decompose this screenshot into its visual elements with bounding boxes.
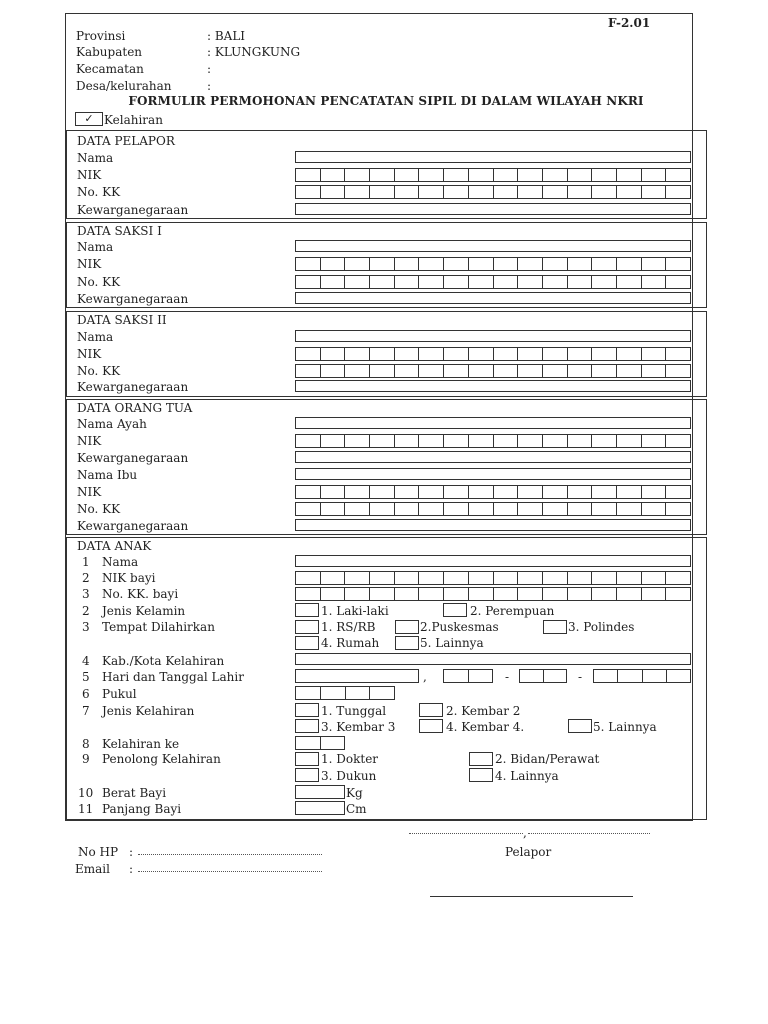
panjang-unit: Cm	[346, 802, 367, 816]
kab-kota-label: Kab./Kota Kelahiran	[102, 654, 225, 668]
jkel-option-4: 4. Kembar 4.	[446, 720, 525, 734]
anak-row-no: 10	[78, 786, 94, 800]
desa-value: :	[207, 79, 212, 93]
ortu-warga-ayah-field[interactable]	[295, 451, 691, 463]
jenis-kelahiran-label: Jenis Kelahiran	[102, 704, 195, 718]
anak-heading: DATA ANAK	[77, 539, 152, 553]
saksi1-warga-label: Kewarganegaraan	[77, 292, 189, 306]
penolong-option-3: 3. Dukun	[321, 769, 377, 783]
email-field[interactable]	[138, 870, 322, 872]
ortu-nokk-cells[interactable]	[295, 502, 691, 516]
saksi2-nokk-label: No. KK	[77, 364, 121, 378]
pelapor-sign-label: Pelapor	[505, 845, 552, 859]
check-icon: ✓	[84, 112, 94, 125]
saksi1-nokk-cells[interactable]	[295, 275, 691, 289]
provinsi-value: : BALI	[207, 29, 246, 43]
penolong-option-2-box[interactable]	[469, 752, 493, 766]
kelahiran-checkbox[interactable]	[75, 112, 103, 126]
ortu-warga-ibu-field[interactable]	[295, 519, 691, 531]
saksi2-nama-field[interactable]	[295, 330, 691, 342]
penolong-option-1: 1. Dokter	[321, 752, 379, 766]
tempat-option-2-box[interactable]	[395, 620, 419, 634]
ortu-nama-ibu-field[interactable]	[295, 468, 691, 480]
ortu-warga-ibu-label: Kewarganegaraan	[77, 519, 189, 533]
penolong-label: Penolong Kelahiran	[102, 752, 221, 766]
pelapor-nik-label: NIK	[77, 168, 102, 182]
tempat-option-2: 2.Puskesmas	[420, 620, 499, 634]
saksi2-warga-label: Kewarganegaraan	[77, 380, 189, 394]
form-title: FORMULIR PERMOHONAN PENCATATAN SIPIL DI DALAM WILAYAH NKRI	[128, 94, 644, 108]
provinsi-label: Provinsi	[76, 29, 126, 43]
penolong-option-2: 2. Bidan/Perawat	[495, 752, 600, 766]
anak-row-no: 6	[82, 687, 90, 701]
tanggal-lahir-label: Hari dan Tanggal Lahir	[102, 670, 244, 684]
anak-row-no: 9	[82, 752, 90, 766]
ortu-nama-ibu-label: Nama Ibu	[77, 468, 138, 482]
saksi1-nik-cells[interactable]	[295, 257, 691, 271]
ortu-nik-ayah-cells[interactable]	[295, 434, 691, 448]
anak-row-no: 4	[82, 654, 90, 668]
tempat-ttd-line[interactable]	[409, 832, 523, 834]
anak-nokk-label: No. KK. bayi	[102, 587, 179, 601]
kecamatan-label: Kecamatan	[76, 62, 144, 76]
tanggal-day-cells[interactable]	[443, 669, 493, 683]
ortu-nama-ayah-field[interactable]	[295, 417, 691, 429]
ortu-nik-ibu-cells[interactable]	[295, 485, 691, 499]
saksi1-nokk-label: No. KK	[77, 275, 121, 289]
saksi2-warga-field[interactable]	[295, 380, 691, 392]
jk-option-2-box[interactable]	[443, 603, 467, 617]
anak-nik-label: NIK bayi	[102, 571, 156, 585]
anak-nama-field[interactable]	[295, 555, 691, 567]
tanggal-year-cells[interactable]	[593, 669, 691, 683]
tempat-option-1-box[interactable]	[295, 620, 319, 634]
pelapor-warga-field[interactable]	[295, 203, 691, 215]
email-colon: :	[129, 862, 134, 876]
tempat-option-3: 3. Polindes	[568, 620, 635, 634]
tempat-option-3-box[interactable]	[543, 620, 567, 634]
pelapor-nokk-cells[interactable]	[295, 185, 691, 199]
anak-row-no: 2	[82, 571, 90, 585]
ortu-heading: DATA ORANG TUA	[77, 401, 193, 415]
pelapor-nama-label: Nama	[77, 151, 114, 165]
pelapor-nama-field[interactable]	[295, 151, 691, 163]
jenis-kelamin-label: Jenis Kelamin	[102, 604, 186, 618]
tempat-label: Tempat Dilahirkan	[102, 620, 215, 634]
anak-nokk-cells[interactable]	[295, 587, 691, 601]
saksi1-warga-field[interactable]	[295, 292, 691, 304]
saksi2-nokk-cells[interactable]	[295, 364, 691, 378]
anak-nama-label: Nama	[102, 555, 139, 569]
anak-nik-cells[interactable]	[295, 571, 691, 585]
pukul-label: Pukul	[102, 687, 137, 701]
jkel-option-3-box[interactable]	[295, 719, 319, 733]
ortu-nik-ayah-label: NIK	[77, 434, 102, 448]
tempat-option-5: 5. Lainnya	[420, 636, 484, 650]
panjang-label: Panjang Bayi	[102, 802, 182, 816]
jk-option-2: 2. Perempuan	[470, 604, 555, 618]
ortu-nokk-label: No. KK	[77, 502, 121, 516]
penolong-option-4-box[interactable]	[469, 768, 493, 782]
jkel-option-5: 5. Lainnya	[593, 720, 657, 734]
pukul-cells[interactable]	[295, 686, 395, 700]
kelahiran-ke-cells[interactable]	[295, 736, 345, 750]
jkel-option-2: 2. Kembar 2	[446, 704, 521, 718]
jkel-option-1: 1. Tunggal	[321, 704, 387, 718]
berat-field[interactable]	[295, 785, 345, 799]
tanggal-ttd-line[interactable]	[528, 832, 650, 834]
berat-label: Berat Bayi	[102, 786, 167, 800]
pelapor-warga-label: Kewarganegaraan	[77, 203, 189, 217]
anak-row-no: 3	[82, 620, 90, 634]
kelahiran-ke-label: Kelahiran ke	[102, 737, 180, 751]
saksi1-nama-field[interactable]	[295, 240, 691, 252]
panjang-field[interactable]	[295, 801, 345, 815]
tanggal-sep-dash-2: -	[578, 670, 583, 684]
nohp-colon: :	[129, 845, 134, 859]
tempat-option-4: 4. Rumah	[321, 636, 380, 650]
anak-row-no: 5	[82, 670, 90, 684]
tempat-option-1: 1. RS/RB	[321, 620, 376, 634]
ortu-warga-ayah-label: Kewarganegaraan	[77, 451, 189, 465]
hari-field[interactable]	[295, 669, 419, 683]
jk-option-1-box[interactable]	[295, 603, 319, 617]
tempat-option-5-box[interactable]	[395, 636, 419, 650]
nohp-field[interactable]	[138, 853, 322, 855]
jkel-option-2-box[interactable]	[419, 703, 443, 717]
kab-kota-field[interactable]	[295, 653, 691, 665]
kelahiran-label: Kelahiran	[104, 113, 163, 127]
kabupaten-value: : KLUNGKUNG	[207, 45, 301, 59]
saksi1-nama-label: Nama	[77, 240, 114, 254]
ortu-nik-ibu-label: NIK	[77, 485, 102, 499]
jkel-option-3: 3. Kembar 3	[321, 720, 396, 734]
saksi1-nik-label: NIK	[77, 257, 102, 271]
saksi2-nik-label: NIK	[77, 347, 102, 361]
anak-row-no: 11	[78, 802, 94, 816]
signature-line[interactable]	[430, 896, 633, 897]
anak-row-no: 2	[82, 604, 90, 618]
penolong-option-1-box[interactable]	[295, 752, 319, 766]
saksi2-heading: DATA SAKSI II	[77, 313, 167, 327]
anak-row-no: 8	[82, 737, 90, 751]
saksi2-nama-label: Nama	[77, 330, 114, 344]
anak-row-no: 1	[82, 555, 90, 569]
berat-unit: Kg	[346, 786, 363, 800]
email-label: Email	[75, 862, 110, 876]
jk-option-1: 1. Laki-laki	[321, 604, 389, 618]
kecamatan-value: :	[207, 62, 212, 76]
jkel-option-4-box[interactable]	[419, 719, 443, 733]
tanggal-sep-dash-1: -	[505, 670, 510, 684]
pelapor-nokk-label: No. KK	[77, 185, 121, 199]
nohp-label: No HP	[78, 845, 119, 859]
penolong-option-3-box[interactable]	[295, 768, 319, 782]
anak-row-no: 3	[82, 587, 90, 601]
ortu-nama-ayah-label: Nama Ayah	[77, 417, 147, 431]
tanggal-sep-comma: ,	[423, 670, 427, 684]
anak-row-no: 7	[82, 704, 90, 718]
penolong-option-4: 4. Lainnya	[495, 769, 559, 783]
date-comma: ,	[523, 826, 527, 840]
desa-label: Desa/kelurahan	[76, 79, 172, 93]
saksi1-heading: DATA SAKSI I	[77, 224, 162, 238]
form-code: F-2.01	[608, 16, 651, 30]
jkel-option-1-box[interactable]	[295, 703, 319, 717]
pelapor-heading: DATA PELAPOR	[77, 134, 175, 148]
kabupaten-label: Kabupaten	[76, 45, 143, 59]
pelapor-nik-cells[interactable]	[295, 168, 691, 182]
tanggal-month-cells[interactable]	[519, 669, 567, 683]
tempat-option-4-box[interactable]	[295, 636, 319, 650]
jkel-option-5-box[interactable]	[568, 719, 592, 733]
saksi2-nik-cells[interactable]	[295, 347, 691, 361]
